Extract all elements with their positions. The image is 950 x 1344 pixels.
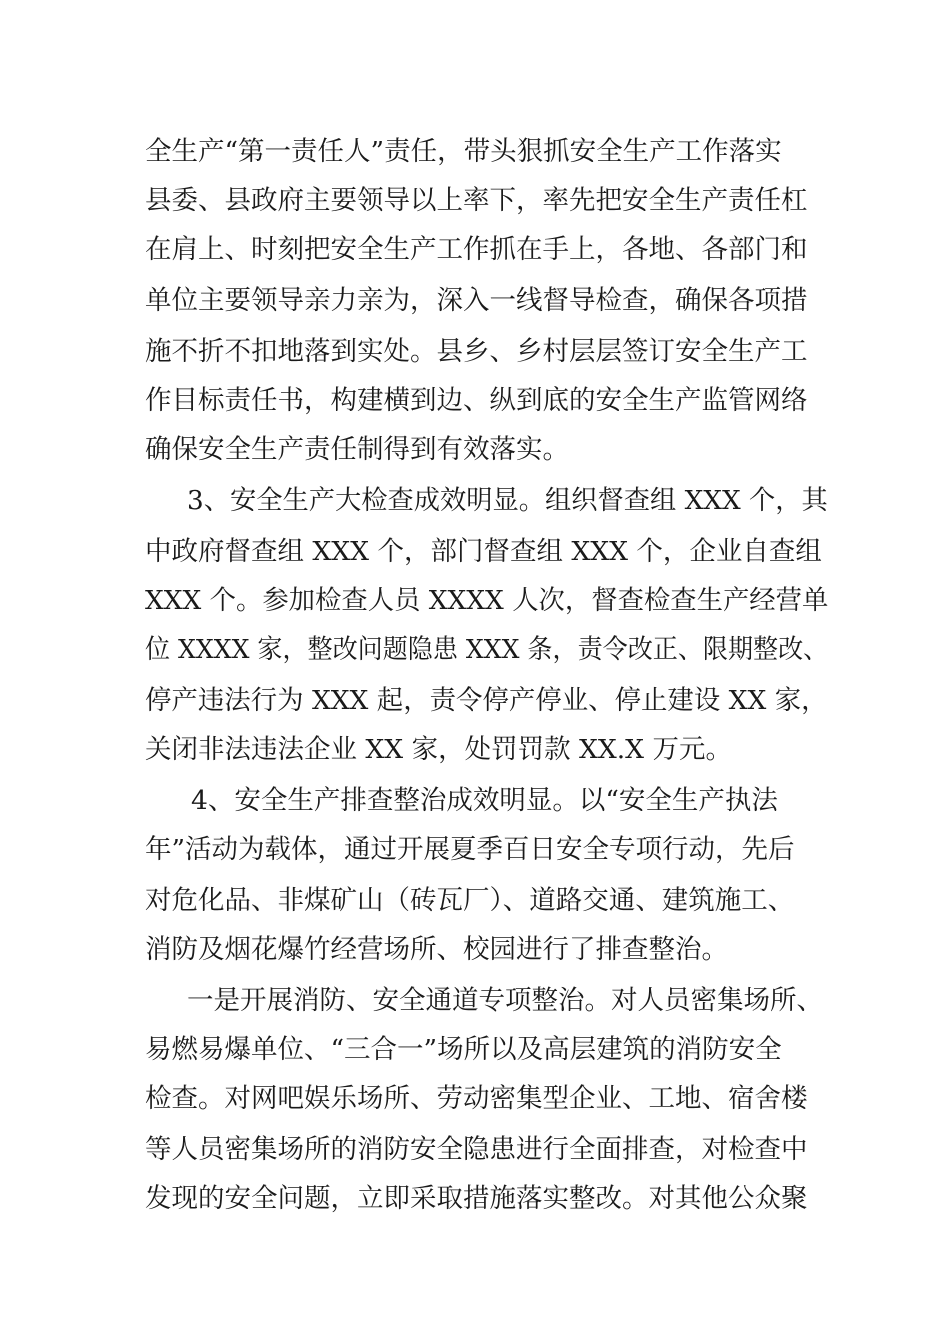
text-line: 停产违法行为 XXX 起，责令停产停业、停止建设 XX 家， xyxy=(145,685,828,716)
text-line: 单位主要领导亲力亲为，深入一线督导检查，确保各项措 xyxy=(145,285,808,316)
text-line: 关闭非法违法企业 XX 家，处罚罚款 XX.X 万元。 xyxy=(145,734,732,765)
text-line: 3、安全生产大检查成效明显。组织督查组 XXX 个，其 xyxy=(187,485,828,516)
text-line: 消防及烟花爆竹经营场所、校园进行了排查整治。 xyxy=(145,934,728,965)
text-line: XXX 个。参加检查人员 XXXX 人次，督查检查生产经营单 xyxy=(145,585,829,616)
text-line: 中政府督查组 XXX 个，部门督查组 XXX 个，企业自查组 xyxy=(145,536,822,567)
text-line: 位 XXXX 家，整改问题隐患 XXX 条，责令改正、限期整改、 xyxy=(145,634,829,665)
text-line: 易燃易爆单位、“三合一”场所以及高层建筑的消防安全 xyxy=(145,1034,782,1065)
text-line: 全生产“第一责任人”责任，带头狠抓安全生产工作落实 xyxy=(145,136,782,167)
text-line: 发现的安全问题，立即采取措施落实整改。对其他公众聚 xyxy=(145,1183,808,1214)
text-line: 检查。对网吧娱乐场所、劳动密集型企业、工地、宿舍楼 xyxy=(145,1083,808,1114)
text-line: 县委、县政府主要领导以上率下，率先把安全生产责任杠 xyxy=(145,185,808,216)
text-line: 对危化品、非煤矿山（砖瓦厂）、道路交通、建筑施工、 xyxy=(145,885,795,916)
text-line: 确保安全生产责任制得到有效落实。 xyxy=(145,434,569,465)
text-line: 在肩上、时刻把安全生产工作抓在手上，各地、各部门和 xyxy=(145,234,808,265)
text-line: 等人员密集场所的消防安全隐患进行全面排查，对检查中 xyxy=(145,1134,808,1165)
text-line: 一是开展消防、安全通道专项整治。对人员密集场所、 xyxy=(187,985,823,1016)
text-line: 作目标责任书，构建横到边、纵到底的安全生产监管网络 xyxy=(145,385,808,416)
text-line: 施不折不扣地落到实处。县乡、乡村层层签订安全生产工 xyxy=(145,336,808,367)
text-line: 4、安全生产排查整治成效明显。以“安全生产执法 xyxy=(191,785,778,816)
text-line: 年”活动为载体，通过开展夏季百日安全专项行动，先后 xyxy=(145,834,795,865)
